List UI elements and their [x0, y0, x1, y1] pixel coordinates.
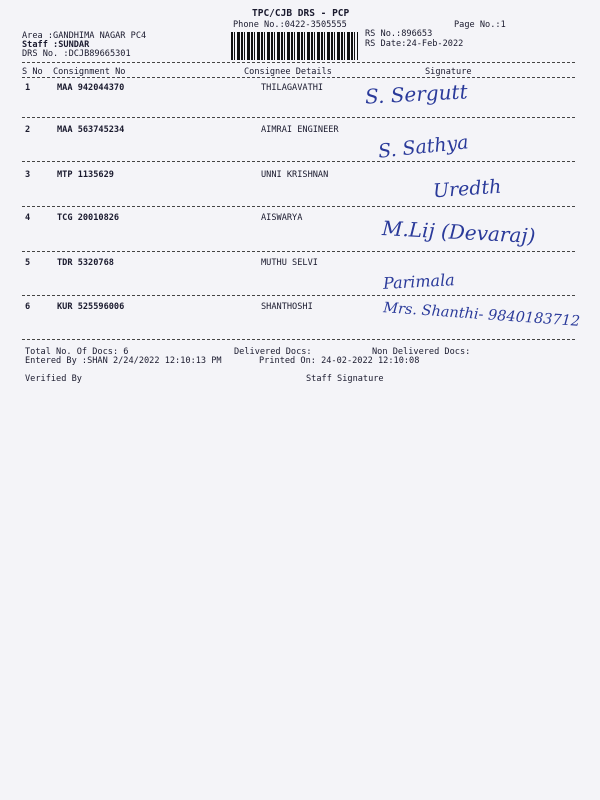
row-consignment: KUR 525596006	[57, 302, 125, 312]
column-consignment: Consignment No	[53, 67, 126, 77]
row-consignee: MUTHU SELVI	[261, 258, 318, 268]
row-sno: 5	[25, 258, 31, 268]
handwritten-signature: Mrs. Shanthi- 9840183712	[382, 300, 581, 330]
row-divider	[22, 339, 575, 340]
handwritten-signature: Uredth	[432, 175, 503, 203]
table-row	[0, 258, 600, 270]
total-docs: Total No. Of Docs: 6	[25, 347, 129, 357]
entered-by: Entered By :SHAN 2/24/2022 12:10:13 PM	[25, 356, 222, 366]
document-title: TPC/CJB DRS - PCP	[252, 8, 350, 19]
row-consignee: SHANTHOSHI	[261, 302, 313, 312]
verified-by: Verified By	[25, 374, 82, 384]
staff-signature-label: Staff Signature	[306, 374, 384, 384]
row-consignee: THILAGAVATHI	[261, 83, 324, 93]
row-consignment: TDR 5320768	[57, 258, 114, 268]
row-consignment: MAA 563745234	[57, 125, 125, 135]
header-divider	[22, 62, 575, 63]
row-consignment: TCG 20010826	[57, 213, 120, 223]
rs-date: RS Date:24-Feb-2022	[365, 39, 464, 49]
row-sno: 1	[25, 83, 31, 93]
column-signature: Signature	[425, 67, 472, 77]
row-divider	[22, 206, 575, 207]
row-divider	[22, 295, 575, 296]
column-consignee: Consignee Details	[244, 67, 332, 77]
printed-on: Printed On: 24-02-2022 12:10:08	[259, 356, 420, 366]
table-row	[0, 125, 600, 137]
column-divider	[22, 77, 575, 78]
table-row	[0, 170, 600, 182]
row-divider	[22, 117, 575, 118]
barcode	[231, 32, 358, 60]
row-consignment: MTP 1135629	[57, 170, 114, 180]
row-consignee: UNNI KRISHNAN	[261, 170, 329, 180]
row-sno: 3	[25, 170, 31, 180]
page-number: Page No.:1	[454, 20, 506, 30]
area-label: Area :GANDHIMA NAGAR PC4	[22, 31, 147, 41]
row-divider	[22, 161, 575, 162]
row-sno: 2	[25, 125, 31, 135]
table-row	[0, 83, 600, 95]
handwritten-signature: S. Sathya	[377, 131, 470, 163]
handwritten-signature: M.Lij (Devaraj)	[381, 216, 536, 248]
row-sno: 6	[25, 302, 31, 312]
row-sno: 4	[25, 213, 31, 223]
staff-label: Staff :SUNDAR	[22, 40, 90, 50]
phone-number: Phone No.:0422-3505555	[233, 20, 347, 30]
row-consignee: AISWARYA	[261, 213, 303, 223]
delivered-docs: Delivered Docs:	[234, 347, 312, 357]
drs-number: DRS No. :DCJB89665301	[22, 49, 131, 59]
row-consignment: MAA 942044370	[57, 83, 125, 93]
handwritten-signature: S. Sergutt	[364, 79, 469, 109]
row-divider	[22, 251, 575, 252]
rs-number: RS No.:896653	[365, 29, 433, 39]
column-sno: S No	[22, 67, 43, 77]
row-consignee: AIMRAI ENGINEER	[261, 125, 339, 135]
handwritten-signature: Parimala	[382, 270, 456, 293]
non-delivered-docs: Non Delivered Docs:	[372, 347, 471, 357]
